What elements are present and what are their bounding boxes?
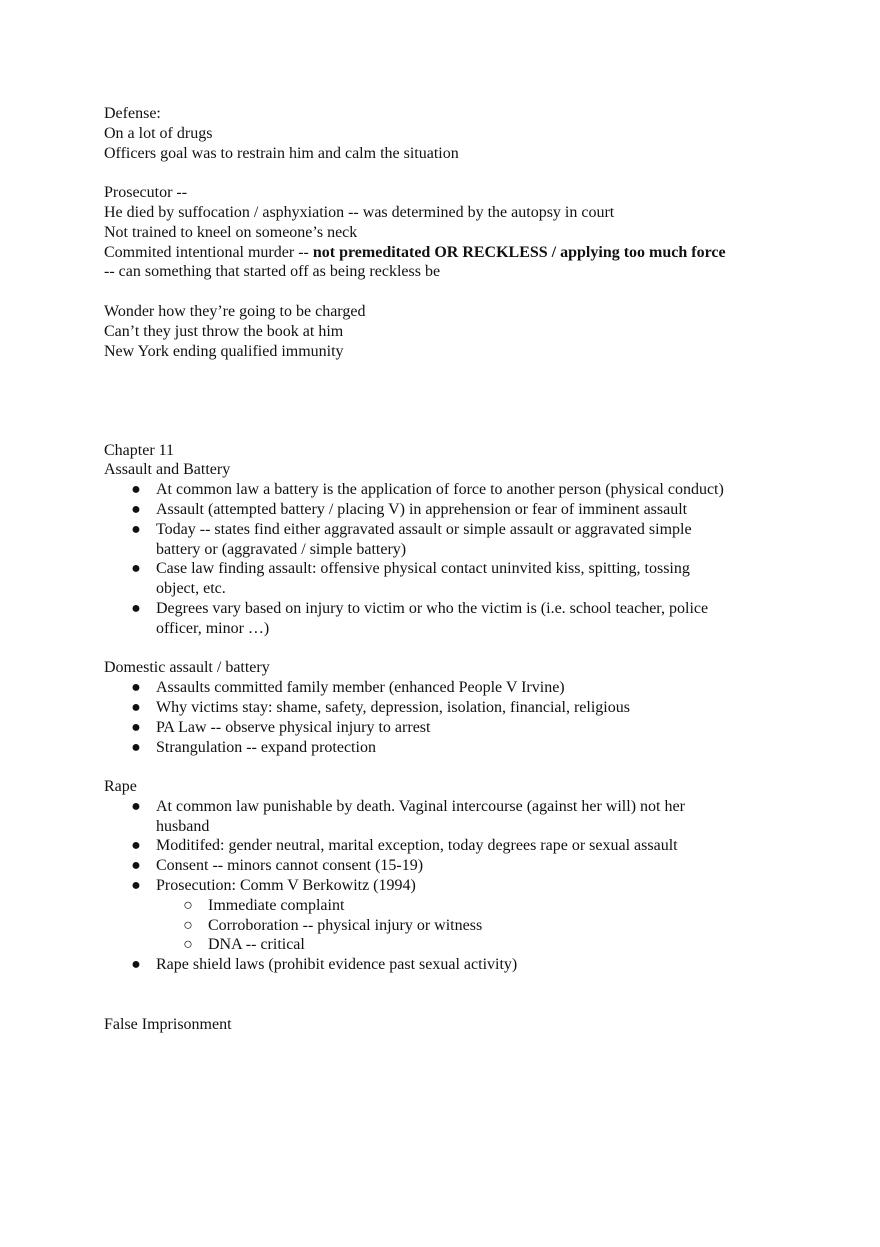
list-item-text: Assaults committed family member (enhanced People V Irvine) xyxy=(156,679,565,697)
rape-list xyxy=(104,797,804,975)
list-item-text: Case law finding assault: offensive physical contact uninvited kiss, spitting, tossing xyxy=(156,560,690,578)
bullet-icon: ● xyxy=(131,679,141,697)
list-item xyxy=(104,500,804,520)
circle-bullet-icon: ○ xyxy=(183,936,193,954)
list-item xyxy=(104,738,804,758)
circle-bullet-icon: ○ xyxy=(183,916,193,934)
chapter-subtitle: Assault and Battery xyxy=(104,461,231,479)
list-item-text: Why victims stay: shame, safety, depression, isolation, financial, religious xyxy=(156,698,630,716)
list-item-text: Strangulation -- expand protection xyxy=(156,738,376,756)
spacer xyxy=(104,975,804,1015)
sub-list-item-text: Immediate complaint xyxy=(208,896,345,914)
prosecution-sub-list xyxy=(156,896,804,955)
list-item-text: Prosecution: Comm V Berkowitz (1994) xyxy=(156,877,416,895)
list-item xyxy=(104,955,804,975)
bullet-icon: ● xyxy=(131,877,141,895)
domestic-heading: Domestic assault / battery xyxy=(104,659,270,677)
chapter-title: Chapter 11 xyxy=(104,441,175,459)
list-item xyxy=(104,698,804,718)
document-page xyxy=(104,104,804,1034)
prosecutor-line-3-plain: Commited intentional murder -- xyxy=(104,243,313,261)
list-item-text-cont: battery or (aggravated / simple battery) xyxy=(156,540,407,558)
spacer xyxy=(104,163,804,183)
prosecutor-line-4: -- can something that started off as being reckless be xyxy=(104,263,441,281)
sub-list-item xyxy=(156,916,804,936)
bullet-icon: ● xyxy=(131,837,141,855)
bullet-icon: ● xyxy=(131,698,141,716)
list-item-text-cont: husband xyxy=(156,817,210,835)
list-item xyxy=(104,559,804,599)
bullet-icon: ● xyxy=(131,857,141,875)
list-item xyxy=(104,856,804,876)
list-item-text: At common law a battery is the application of force to another person (physical conduct) xyxy=(156,481,724,499)
spacer xyxy=(104,282,804,302)
sub-list-item-text: DNA -- critical xyxy=(208,936,305,954)
bullet-icon: ● xyxy=(131,738,141,756)
spacer xyxy=(104,421,804,441)
bullet-icon: ● xyxy=(131,481,141,499)
list-item xyxy=(104,599,804,639)
list-item xyxy=(104,520,804,560)
bullet-icon: ● xyxy=(131,956,141,974)
list-item xyxy=(104,480,804,500)
list-item-text-cont: object, etc. xyxy=(156,580,226,598)
sub-list-item xyxy=(156,935,804,955)
list-item xyxy=(104,678,804,698)
prosecutor-line-2: Not trained to kneel on someone’s neck xyxy=(104,223,358,241)
thought-line-1: Wonder how they’re going to be charged xyxy=(104,302,366,320)
sub-list-item xyxy=(156,896,804,916)
list-item-text: Today -- states find either aggravated assault or simple assault or aggravated simple xyxy=(156,520,692,538)
rape-heading: Rape xyxy=(104,778,137,796)
list-item-text: Assault (attempted battery / placing V) in apprehension or fear of imminent assault xyxy=(156,500,688,518)
list-item xyxy=(104,718,804,738)
list-item-text: At common law punishable by death. Vaginal intercourse (against her will) not her xyxy=(156,797,685,815)
spacer xyxy=(104,361,804,420)
spacer xyxy=(104,757,804,777)
spacer xyxy=(104,639,804,659)
defense-line-1: On a lot of drugs xyxy=(104,124,213,142)
list-item-text: Degrees vary based on injury to victim or who the victim is (i.e. school teacher, police xyxy=(156,599,709,617)
list-item-text-cont: officer, minor …) xyxy=(156,619,270,637)
prosecutor-line-3 xyxy=(104,243,804,263)
assault-battery-list xyxy=(104,480,804,638)
defense-heading: Defense: xyxy=(104,105,161,122)
domestic-list xyxy=(104,678,804,757)
prosecutor-heading: Prosecutor -- xyxy=(104,184,188,202)
prosecutor-line-3-bold: not premeditated OR RECKLESS / applying too much force xyxy=(312,243,726,261)
list-item-text: Consent -- minors cannot consent (15-19) xyxy=(156,857,424,875)
sub-list-item-text: Corroboration -- physical injury or witness xyxy=(208,916,483,934)
bullet-icon: ● xyxy=(131,560,141,578)
list-item-text: PA Law -- observe physical injury to arrest xyxy=(156,718,431,736)
list-item xyxy=(104,836,804,856)
false-imprisonment-heading: False Imprisonment xyxy=(104,1015,232,1033)
bullet-icon: ● xyxy=(131,520,141,538)
list-item xyxy=(104,876,804,955)
circle-bullet-icon: ○ xyxy=(183,896,193,914)
defense-line-2: Officers goal was to restrain him and calm the situation xyxy=(104,144,459,162)
list-item xyxy=(104,797,804,837)
thought-line-3: New York ending qualified immunity xyxy=(104,342,344,360)
bullet-icon: ● xyxy=(131,599,141,617)
bullet-icon: ● xyxy=(131,718,141,736)
thought-line-2: Can’t they just throw the book at him xyxy=(104,322,344,340)
list-item-text: Rape shield laws (prohibit evidence past sexual activity) xyxy=(156,956,518,974)
bullet-icon: ● xyxy=(131,500,141,518)
list-item-text: Moditifed: gender neutral, marital exception, today degrees rape or sexual assault xyxy=(156,837,678,855)
bullet-icon: ● xyxy=(131,797,141,815)
prosecutor-line-1: He died by suffocation / asphyxiation -- was determined by the autopsy in court xyxy=(104,203,615,221)
